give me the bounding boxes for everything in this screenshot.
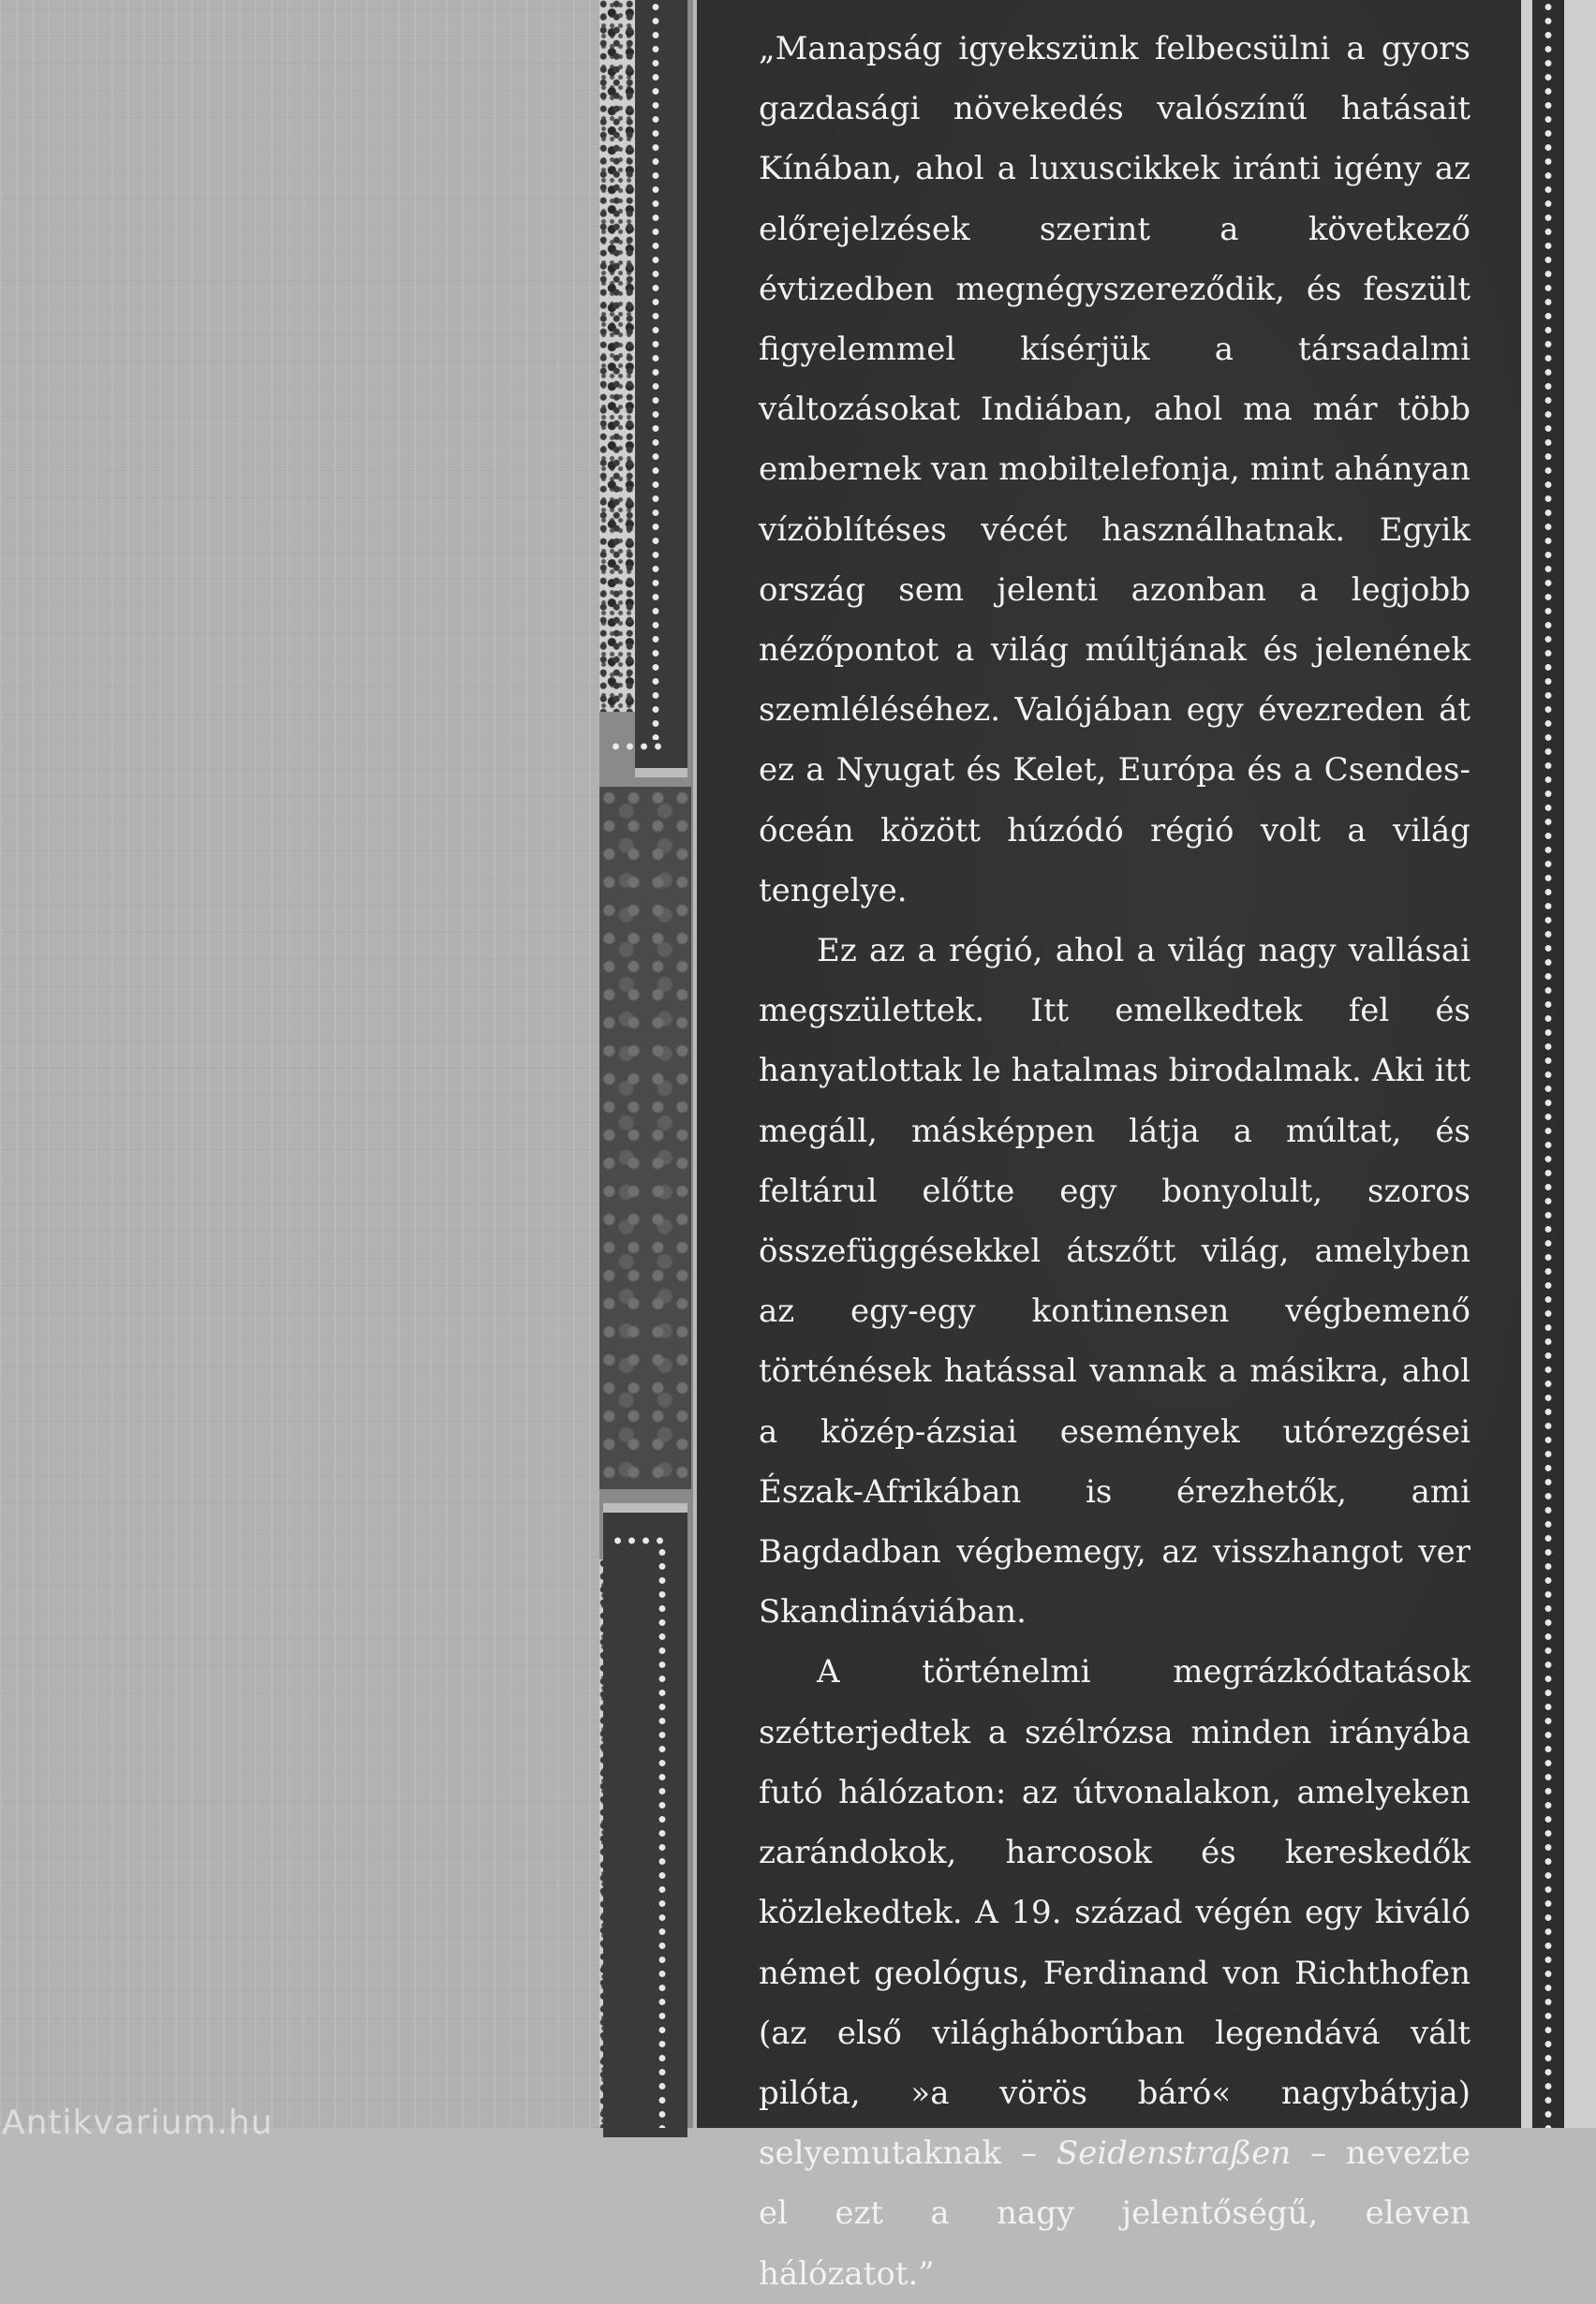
quote-paragraph-2: Ez az a régió, ahol a világ nagy vallásai megszülettek. Itt emelkedtek fel és hanyatlottak le hatalmas birodalmak. Aki itt megáll, másképpen látja a múltat, és feltárul előtte egy bonyolult, szoros összefüggésekkel átszőtt világ, amelyben az egy-egy kontinensen végbemenő történések hatással vannak a másikra, ahol a közép-ázsiai események utórezgései Észak-Afrikában is érezhetők, ami Bagdadban végbemegy, az visszhangot ver Skandináviában. — [759, 932, 1470, 1632]
quote-paragraph-1: „Manapság igyekszünk felbecsülni a gyors gazdasági növekedés valószínű hatásait Kínában, ahol a luxuscikkek iránti igény az előrejelzések szerint a következő évtizedben megnégyszereződik, és feszült figyelemmel kísérjük a társadalmi változásokat Indiában, ahol ma már több embernek van mobiltelefonja, mint ahányan vízöblítéses vécét használhatnak. Egyik ország sem jelenti azonban a legjobb nézőpontot a világ múltjának és jelenének szemléléséhez. Valójában egy évezreden át ez a Nyugat és Kelet, Európa és a Csendes-óceán között húzódó régió volt a világ tengelye. — [759, 30, 1470, 909]
quote-paragraph-3 — [759, 1642, 1470, 2303]
dot-border-bottom-corner — [611, 1536, 667, 1545]
dot-border-top-corner — [609, 742, 665, 751]
dotted-frame-top — [635, 0, 687, 777]
dot-border-bottom-left — [658, 1545, 667, 2128]
quote-italic-term: Seidenstraßen — [1056, 2134, 1292, 2173]
ornament-pattern-middle — [599, 787, 691, 1489]
dot-border-right — [1544, 0, 1553, 2128]
watermark: Antikvarium.hu — [2, 2104, 273, 2142]
quote-paragraph-3-start: A történelmi megrázkódtatások szétterjedtek a szélrózsa minden irányába futó hálózaton: az útvonalakon, amelyeken zarándokok, harcosok és kereskedők közlekedtek. A 19. század végén egy kiváló német geológus, Ferdinand von Richthofen (az első világháborúban legendává vált pilóta, »a vörös báró« nagybátyja) selyemutaknak – — [759, 1653, 1470, 2173]
quote-paragraph-3-end: – nevezte el ezt a nagy jelentőségű, eleven hálózatot.” — [759, 2134, 1470, 2293]
dot-border-top-left — [651, 0, 660, 740]
quote-text — [759, 19, 1470, 2304]
endpaper — [0, 0, 599, 2128]
dotted-frame-bottom — [603, 1503, 687, 2137]
ornament-strip-top — [599, 0, 635, 712]
